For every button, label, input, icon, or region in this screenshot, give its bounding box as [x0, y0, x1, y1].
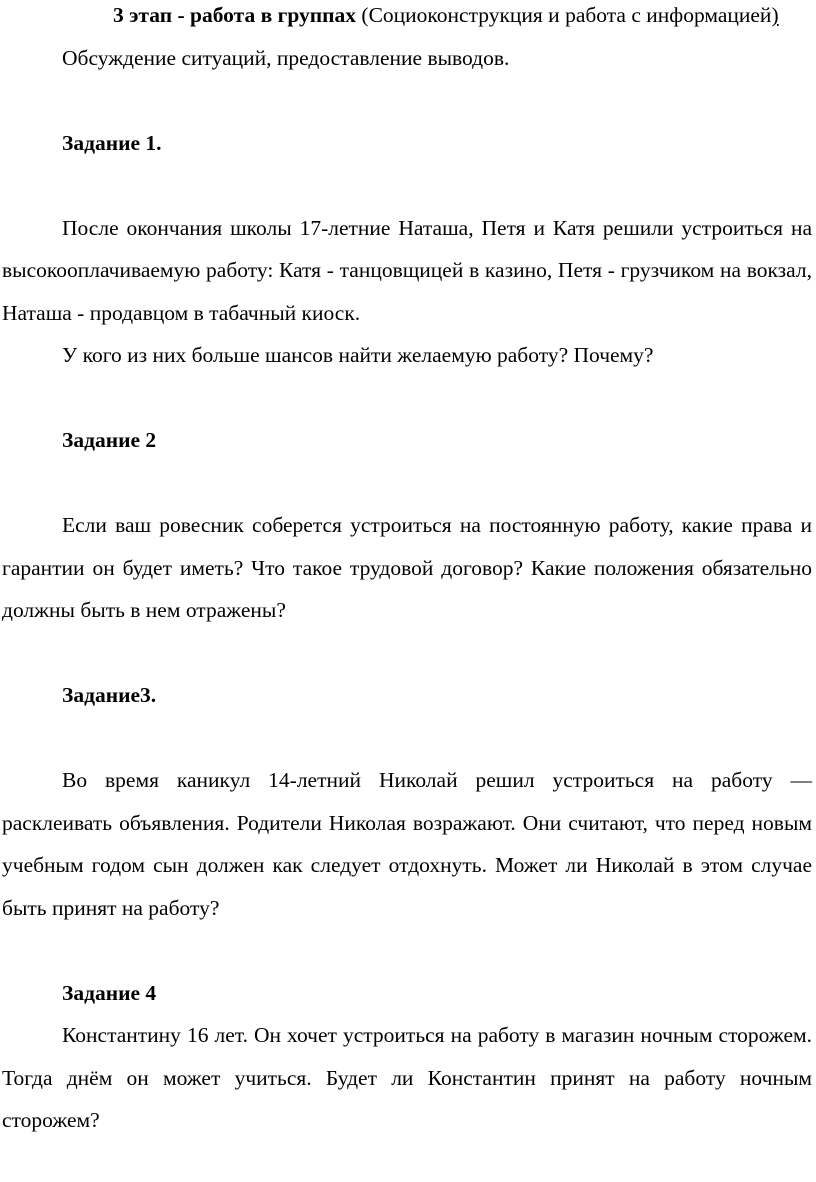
task-1-title: Задание 1.: [62, 130, 162, 155]
task-4-paragraph-1: Константину 16 лет. Он хочет устроиться на работу в магазин ночным сторожем. Тогда днём он может учиться. Будет ли Константин принят на работу ночным сторожем?: [2, 1023, 812, 1132]
stage-heading-normal-text: (Социоконструкция и работа с информацией: [361, 3, 772, 27]
task-1-paragraph-1: После окончания школы 17-летние Наташа, Петя и Катя решили устроиться на высокооплачиваемую работу: Катя - танцовщицей в казино, Петя - грузчиком на вокзал, Наташа - продавцом в табачный киоск.: [2, 215, 812, 325]
task-section-4: [2, 972, 812, 1142]
task-2-title: Задание 2: [62, 428, 157, 452]
task-section-2: [2, 419, 812, 632]
task-3-title: Задание3.: [62, 683, 157, 707]
stage-heading: [53, 0, 812, 37]
task-1-paragraph-2: У кого из них больше шансов найти желаемую работу? Почему?: [62, 343, 654, 367]
task-4-title: Задание 4: [62, 980, 157, 1005]
task-2-paragraph-1: Если ваш ровесник соберется устроиться на постоянную работу, какие права и гарантии он будет иметь? Что такое трудовой договор? Какие положения обязательно должны быть в нем отражены?: [2, 513, 812, 622]
intro-line: Обсуждение ситуаций, предоставление выводов.: [62, 45, 510, 70]
task-section-3: [2, 674, 812, 929]
stage-heading-bold-text: 3 этап - работа в группах: [113, 3, 357, 27]
stage-heading-underlined-paren: ): [771, 3, 779, 27]
task-3-paragraph-1: Во время каникул 14-летний Николай решил устроиться на работу — расклеивать объявления. Родители Николая возражают. Они считают, что перед новым учебным годом сын должен как следует отдохнуть. Может ли Николай в этом случае быть принят на работу?: [2, 768, 812, 920]
task-section-1: [2, 122, 812, 377]
